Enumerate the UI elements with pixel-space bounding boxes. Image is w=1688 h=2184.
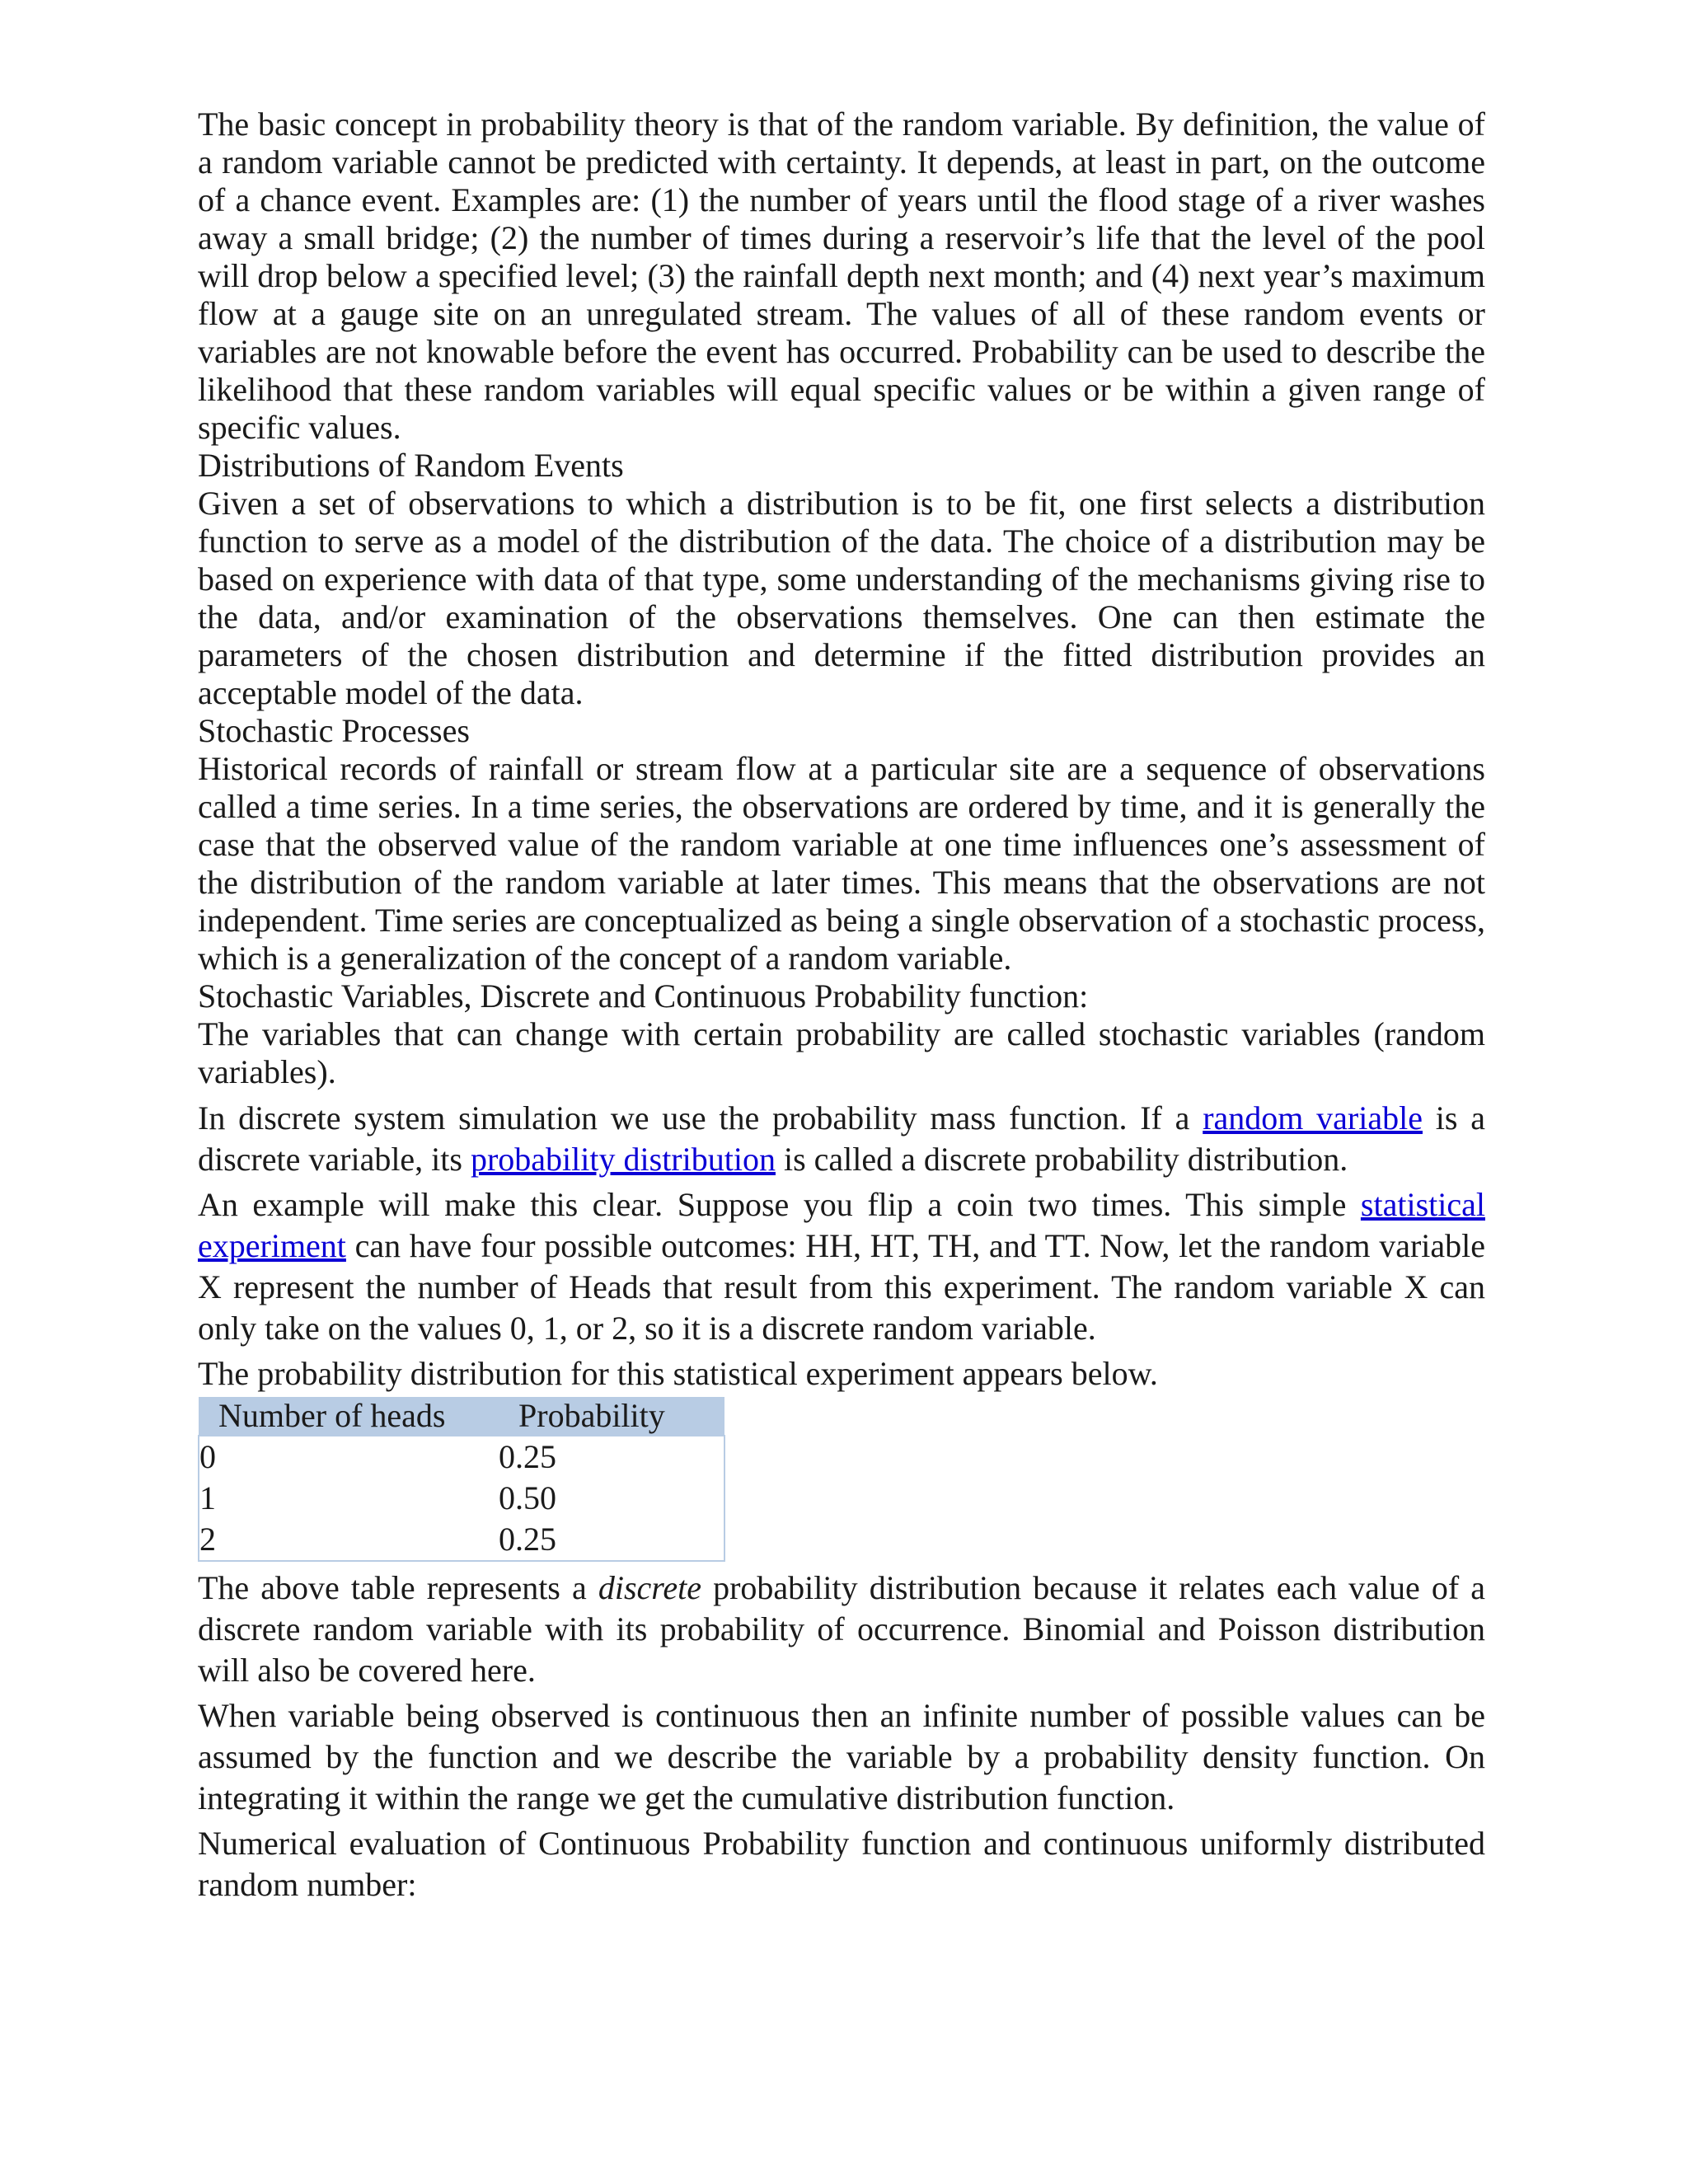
document-page (198, 105, 1485, 1910)
discrete-table-explanation (198, 1568, 1485, 1691)
cell-heads: 2 (199, 1519, 499, 1561)
stochastic-processes-paragraph: Historical records of rainfall or stream flow at a particular site are a sequence of observations called a time series. In a time series, the observations are ordered by time, and it is generally the case that the observed value of the random variable at one time influences one’s assessment of the distribution of the random variable at later times. This means that the observations are not independent. Time series are conceptualized as being a single observation of a stochastic process, which is a generalization of the concept of a random variable. (198, 750, 1485, 977)
heading-distributions: Distributions of Random Events (198, 447, 624, 484)
text-span: is called a discrete probability distribution. (775, 1141, 1348, 1178)
numerical-evaluation-paragraph: Numerical evaluation of Continuous Probability function and continuous uniformly distributed random number: (198, 1825, 1485, 1903)
intro-paragraph: The basic concept in probability theory is that of the random variable. By definition, the value of a random variable cannot be predicted with certainty. It depends, at least in part, on the outcome of a chance event. Examples are: (1) the number of years until the flood stage of a river washes away a small bridge; (2) the number of times during a reservoir’s life that the level of the pool will drop below a specified level; (3) the rainfall depth next month; and (4) next year’s maximum flow at a gauge site on an unregulated stream. The values of all of these random events or variables are not knowable before the event has occurred. Probability can be used to describe the likelihood that these random variables will equal specific values or be within a given range of specific values. (198, 105, 1485, 446)
text-span: The above table represents a (198, 1569, 598, 1606)
distributions-paragraph: Given a set of observations to which a distribution is to be fit, one first selects a distribution function to serve as a model of the distribution of the data. The choice of a distribution may be based on experience with data of that type, some understanding of the mechanisms giving rise to the data, and/or examination of the observations themselves. One can then estimate the parameters of the chosen distribution and determine if the fitted distribution provides an acceptable model of the data. (198, 485, 1485, 711)
text-span: probability distribution because it relates each value of a discrete random variable with its probability of occurrence. Binomial and Poisson distribution will also be covered here. (198, 1569, 1485, 1689)
header-probability: Probability (499, 1397, 724, 1436)
cell-heads: 0 (199, 1436, 499, 1478)
cell-probability: 0.50 (499, 1478, 724, 1519)
header-number-of-heads: Number of heads (199, 1397, 499, 1436)
emphasis-discrete: discrete (598, 1569, 701, 1606)
table-row (199, 1436, 724, 1478)
stochastic-variables-paragraph: The variables that can change with certain probability are called stochastic variables (random variables). (198, 1015, 1485, 1090)
probability-table (198, 1397, 725, 1562)
cell-probability: 0.25 (499, 1519, 724, 1561)
heading-stochastic-variables: Stochastic Variables, Discrete and Continuous Probability function: (198, 977, 1089, 1015)
table-row (199, 1478, 724, 1519)
text-span: can have four possible outcomes: HH, HT, TH, and TT. Now, let the random variable X represent the number of Heads that result from this experiment. The random variable X can only take on the values 0, 1, or 2, so it is a discrete random variable. (198, 1227, 1485, 1347)
text-span: In discrete system simulation we use the probability mass function. If a (198, 1099, 1203, 1137)
table-intro-paragraph: The probability distribution for this statistical experiment appears below. (198, 1355, 1158, 1392)
discrete-simulation-paragraph (198, 1098, 1485, 1180)
table-row (199, 1519, 724, 1561)
heading-stochastic-processes: Stochastic Processes (198, 712, 470, 749)
random-variable-link[interactable]: random variable (1203, 1099, 1423, 1137)
continuous-paragraph: When variable being observed is continuous then an infinite number of possible values can be assumed by the function and we describe the variable by a probability density function. On integrating it within the range we get the cumulative distribution function. (198, 1697, 1485, 1816)
cell-heads: 1 (199, 1478, 499, 1519)
coin-example-paragraph (198, 1184, 1485, 1349)
table-header-row (199, 1397, 724, 1436)
cell-probability: 0.25 (499, 1436, 724, 1478)
probability-distribution-link[interactable]: probability distribution (470, 1141, 776, 1178)
text-span: is a discrete variable, its (198, 1099, 1486, 1178)
text-span: An example will make this clear. Suppose you flip a coin two times. This simple (198, 1186, 1361, 1223)
statistical-experiment-link[interactable]: statistical experiment (198, 1186, 1485, 1264)
